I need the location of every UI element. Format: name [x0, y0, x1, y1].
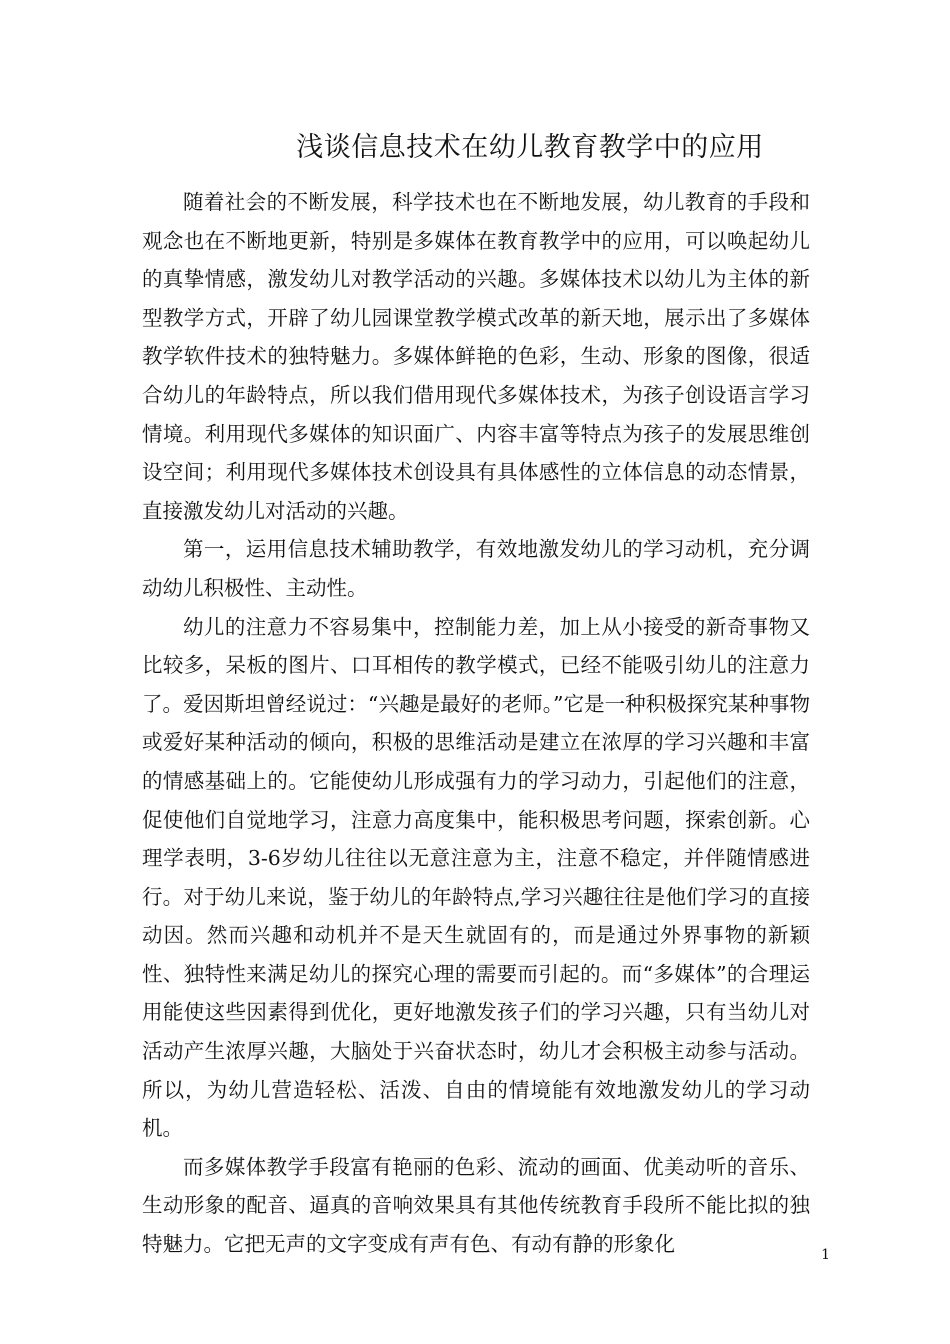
document-body [142, 183, 810, 1264]
paragraph-attention: 幼儿的注意力不容易集中，控制能力差，加上从小接受的新奇事物又比较多，呆板的图片、口耳相传的教学模式，已经不能吸引幼儿的注意力了。爱因斯坦曾经说过：“兴趣是最好的老师。”它是一种积极探究某种事物或爱好某种活动的倾向，积极的思维活动是建立在浓厚的学习兴趣和丰富的情感基础上的。它能使幼儿形成强有力的学习动力，引起他们的注意，促使他们自觉地学习，注意力高度集中，能积极思考问题，探索创新。心理学表明，3-6岁幼儿往往以无意注意为主，注意不稳定，并伴随情感进行。对于幼儿来说，鉴于幼儿的年龄特点,学习兴趣往往是他们学习的直接动因。然而兴趣和动机并不是天生就固有的，而是通过外界事物的新颖性、独特性来满足幼儿的探究心理的需要而引起的。而“多媒体”的合理运用能使这些因素得到优化，更好地激发孩子们的学习兴趣，只有当幼儿对活动产生浓厚兴趣，大脑处于兴奋状态时，幼儿才会积极主动参与活动。所以，为幼儿营造轻松、活泼、自由的情境能有效地激发幼儿的学习动机。 [142, 614, 810, 1141]
paragraph-section-heading: 第一，运用信息技术辅助教学，有效地激发幼儿的学习动机，充分调动幼儿积极性、主动性。 [142, 537, 810, 600]
paragraph-multimedia: 而多媒体教学手段富有艳丽的色彩、流动的画面、优美动听的音乐、生动形象的配音、逼真的音响效果具有其他传统教育手段所不能比拟的独特魅力。它把无声的文字变成有声有色、有动有静的形象化 [142, 1154, 810, 1257]
page-number: 1 [821, 1247, 830, 1263]
document-title: 浅谈信息技术在幼儿教育教学中的应用 [296, 132, 764, 163]
paragraph-intro: 随着社会的不断发展，科学技术也在不断地发展，幼儿教育的手段和观念也在不断地更新，特别是多媒体在教育教学中的应用，可以唤起幼儿的真挚情感，激发幼儿对教学活动的兴趣。多媒体技术以幼儿为主体的新型教学方式，开辟了幼儿园课堂教学模式改革的新天地，展示出了多媒体教学软件技术的独特魅力。多媒体鲜艳的色彩，生动、形象的图像，很适合幼儿的年龄特点，所以我们借用现代多媒体技术，为孩子创设语言学习情境。利用现代多媒体的知识面广、内容丰富等特点为孩子的发展思维创设空间；利用现代多媒体技术创设具有具体感性的立体信息的动态情景，直接激发幼儿对活动的兴趣。 [142, 190, 810, 523]
